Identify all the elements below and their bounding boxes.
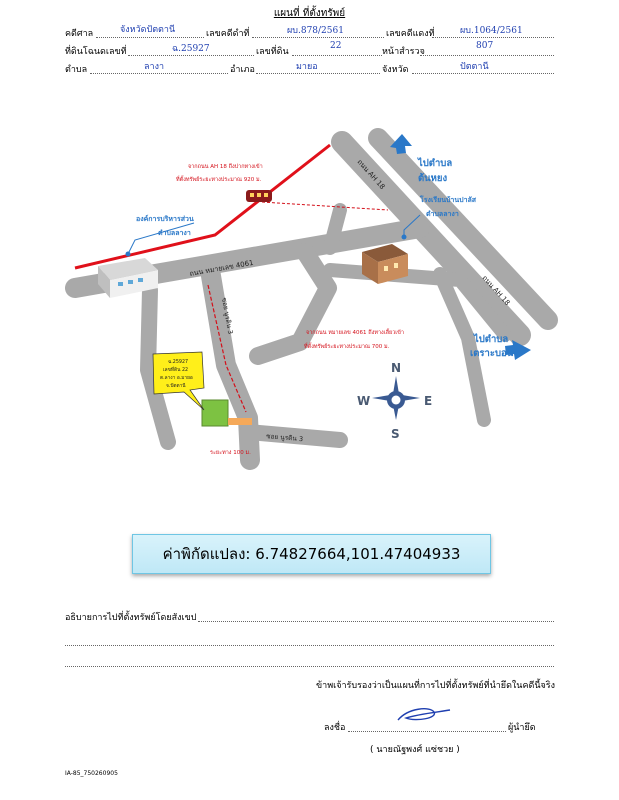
- note-mid-line-2: ที่ตั้งทรัพย์ระยะทางประมาณ 700 ม.: [304, 344, 390, 350]
- note-top-line-1: จากถนน AH 18 ถึงปากทางเข้า: [188, 164, 263, 170]
- road-network: [75, 138, 548, 460]
- subdistrict-value: ลางา: [144, 62, 165, 72]
- court-label: คดีศาล: [65, 29, 94, 39]
- distance-line-top: [262, 202, 388, 210]
- road-north-branch: [330, 210, 340, 248]
- access-path: [228, 418, 252, 425]
- reference-code: IA-85_750260905: [65, 770, 118, 777]
- soi3-horizontal-label: ซอย นูรดิน 3: [265, 432, 304, 444]
- compass-n: N: [391, 361, 402, 375]
- dir-bottom-line-2: เตราะบอน: [470, 348, 514, 359]
- note-top-line-2: ที่ตั้งทรัพย์ระยะทางประมาณ 920 ม.: [176, 177, 262, 183]
- page-title: แผนที่ ที่ตั้งทรัพย์: [273, 8, 346, 19]
- callout-line-2: เลขที่ดิน 22: [163, 368, 189, 373]
- sao-label-line-1: องค์การบริหารส่วน: [136, 215, 194, 223]
- coordinates-label: ค่าพิกัดแปลง: 6.74827664,101.47404933: [162, 545, 461, 563]
- location-map: [0, 120, 619, 480]
- school-label-line-1: โรงเรียนบ้านปาลัส: [420, 196, 477, 204]
- sign-label: ลงชื่อ: [324, 723, 346, 733]
- subdistrict-label: ตำบล: [65, 65, 88, 75]
- land-no-value: 22: [330, 41, 342, 51]
- compass-w: W: [357, 394, 371, 408]
- dir-bottom-line-1: ไปตำบล: [474, 334, 509, 345]
- compass-e: E: [424, 394, 433, 408]
- compass-s: S: [391, 427, 400, 441]
- certify-text: ข้าพเจ้ารับรองว่าเป็นแผนที่การไปที่ตั้งทรัพย์ที่นำยึดในคดีนี้จริง: [316, 681, 555, 691]
- deed-label: ที่ดินโฉนดเลขที่: [65, 47, 127, 57]
- road-ah18-top-label: ถนน AH 18: [355, 157, 387, 191]
- dir-top-line-1: ไปตำบล: [418, 158, 453, 169]
- soi3-vertical-label: ซอย นูรดิน 3: [220, 296, 235, 335]
- land-no-label: เลขที่ดิน: [256, 47, 289, 57]
- callout-line-4: จ.ปัตตานี: [166, 384, 186, 389]
- road-4061-label: ถนน หมายเลข 4061: [188, 258, 255, 278]
- black-case-value: ผบ.878/2561: [287, 26, 344, 36]
- survey-value: 807: [476, 41, 494, 51]
- school-label-line-2: ตำบลลางา: [426, 210, 459, 218]
- dir-top-line-2: ต้นหยง: [418, 173, 448, 184]
- province-label: จังหวัด: [382, 65, 409, 75]
- note-mid-line-1: จากถนน หมายเลข 4061 ถึงทางเลี้ยวเข้า: [306, 330, 405, 336]
- compass-icon: [372, 376, 420, 420]
- survey-label: หน้าสำรวจ: [382, 47, 425, 57]
- seizer-label: ผู้นำยึด: [508, 723, 536, 733]
- signature-mark: [394, 704, 454, 726]
- red-case-value: ผบ.1064/2561: [460, 26, 523, 36]
- red-case-label: เลขคดีแดงที่: [386, 29, 435, 39]
- sao-label-line-2: ตำบลลางา: [158, 229, 191, 237]
- sao-pointer: [128, 223, 194, 254]
- black-case-label: เลขคดีดำที่: [206, 29, 250, 39]
- callout-line-1: ฉ.25927: [168, 360, 189, 365]
- road-loop-east: [258, 252, 328, 356]
- deed-value: ฉ.25927: [172, 44, 210, 54]
- train-icon: [246, 190, 272, 202]
- coordinates-box: [132, 534, 491, 574]
- parcel-marker: [202, 400, 228, 426]
- signer-name: ( นายณัฐพงศ์ แซ่ชวย ): [370, 745, 460, 755]
- note-bottom: ระยะทาง 100 ม.: [210, 450, 251, 456]
- callout-line-3: ต.ลางา อ.มายอ: [160, 376, 193, 381]
- district-value: มายอ: [296, 62, 318, 72]
- province-value: ปัตตานี: [460, 62, 489, 72]
- describe-label: อธิบายการไปที่ตั้งทรัพย์โดยสังเขป: [65, 613, 197, 623]
- court-value: จังหวัดปัตตานี: [120, 25, 176, 35]
- district-label: อำเภอ: [230, 65, 255, 75]
- road-ah18-right-label: ถนน AH 18: [480, 273, 512, 307]
